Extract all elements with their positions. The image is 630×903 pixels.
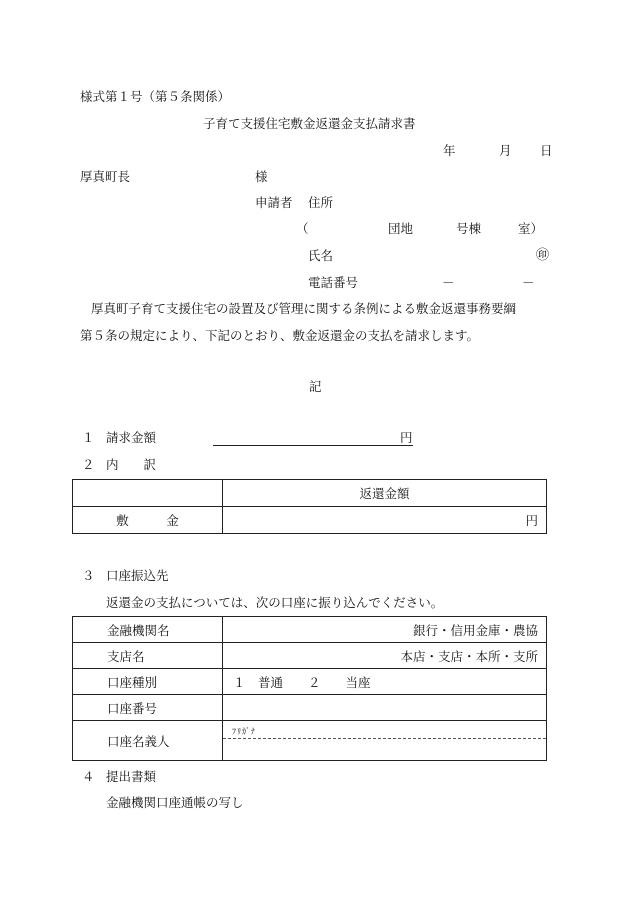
body-text-line-2: 第５条の規定により、下記のとおり、敷金返還金の支払を請求します。 bbox=[80, 328, 480, 343]
breakdown-table bbox=[72, 479, 547, 534]
goto-label: 号棟 bbox=[456, 221, 482, 236]
breakdown-header-amount: 返還金額 bbox=[223, 480, 547, 507]
section-4-item: 金融機関口座通帳の写し bbox=[106, 795, 244, 810]
document-title: 子育て支援住宅敷金返還金支払請求書 bbox=[203, 116, 416, 131]
section-3-label: 口座振込先 bbox=[106, 568, 169, 583]
section-2-number: ２ bbox=[82, 457, 95, 472]
bank-account-table bbox=[72, 616, 547, 761]
addressee-honorific: 様 bbox=[255, 169, 268, 184]
room-label: 室） bbox=[518, 221, 544, 236]
date-year-label: 年 bbox=[443, 143, 456, 158]
section-1-number: １ bbox=[82, 430, 95, 445]
section-4-label: 提出書類 bbox=[106, 769, 157, 784]
account-number-value bbox=[223, 695, 547, 721]
seal-icon: ㊞ bbox=[536, 248, 550, 263]
phone-dash-1: － bbox=[442, 275, 455, 290]
breakdown-row-unit: 円 bbox=[223, 507, 547, 534]
bank-name-label: 金融機関名 bbox=[73, 617, 223, 643]
section-3-note: 返還金の支払については、次の口座に振り込んでください。 bbox=[106, 595, 444, 610]
address-paren-open: （ bbox=[296, 221, 309, 236]
phone-dash-2: － bbox=[522, 275, 535, 290]
amount-underline bbox=[213, 445, 413, 446]
bank-name-options: 銀行・信用金庫・農協 bbox=[223, 617, 547, 643]
branch-options: 本店・支店・本所・支所 bbox=[223, 643, 547, 669]
account-holder-label: 口座名義人 bbox=[73, 721, 223, 761]
furigana-label: ﾌﾘｶﾞﾅ bbox=[232, 727, 256, 736]
body-text-line-1: 厚真町子育て支援住宅の設置及び管理に関する条例による敷金返還事務要綱 bbox=[91, 301, 517, 316]
section-4-number: ４ bbox=[82, 769, 95, 784]
breakdown-header-empty bbox=[73, 480, 223, 507]
applicant-label: 申請者 bbox=[255, 195, 293, 210]
breakdown-row-label: 敷 金 bbox=[73, 507, 223, 534]
danchi-label: 団地 bbox=[388, 221, 414, 236]
section-2-label: 内 訳 bbox=[106, 457, 157, 472]
account-type-label: 口座種別 bbox=[73, 669, 223, 695]
furigana-divider bbox=[223, 738, 546, 739]
section-3-number: ３ bbox=[82, 568, 95, 583]
addressee-name: 厚真町長 bbox=[80, 169, 131, 184]
ki-heading: 記 bbox=[309, 379, 322, 394]
phone-label: 電話番号 bbox=[308, 275, 359, 290]
name-label: 氏名 bbox=[308, 248, 334, 263]
form-number: 様式第１号（第５条関係） bbox=[80, 89, 231, 104]
account-type-options: １ 普通 ２ 当座 bbox=[223, 669, 547, 695]
section-1-label: 請求金額 bbox=[106, 430, 157, 445]
branch-label: 支店名 bbox=[73, 643, 223, 669]
account-number-label: 口座番号 bbox=[73, 695, 223, 721]
amount-unit: 円 bbox=[400, 430, 413, 445]
date-month-label: 月 bbox=[499, 143, 512, 158]
date-day-label: 日 bbox=[540, 143, 553, 158]
account-holder-cell bbox=[223, 721, 547, 761]
address-label: 住所 bbox=[308, 195, 334, 210]
